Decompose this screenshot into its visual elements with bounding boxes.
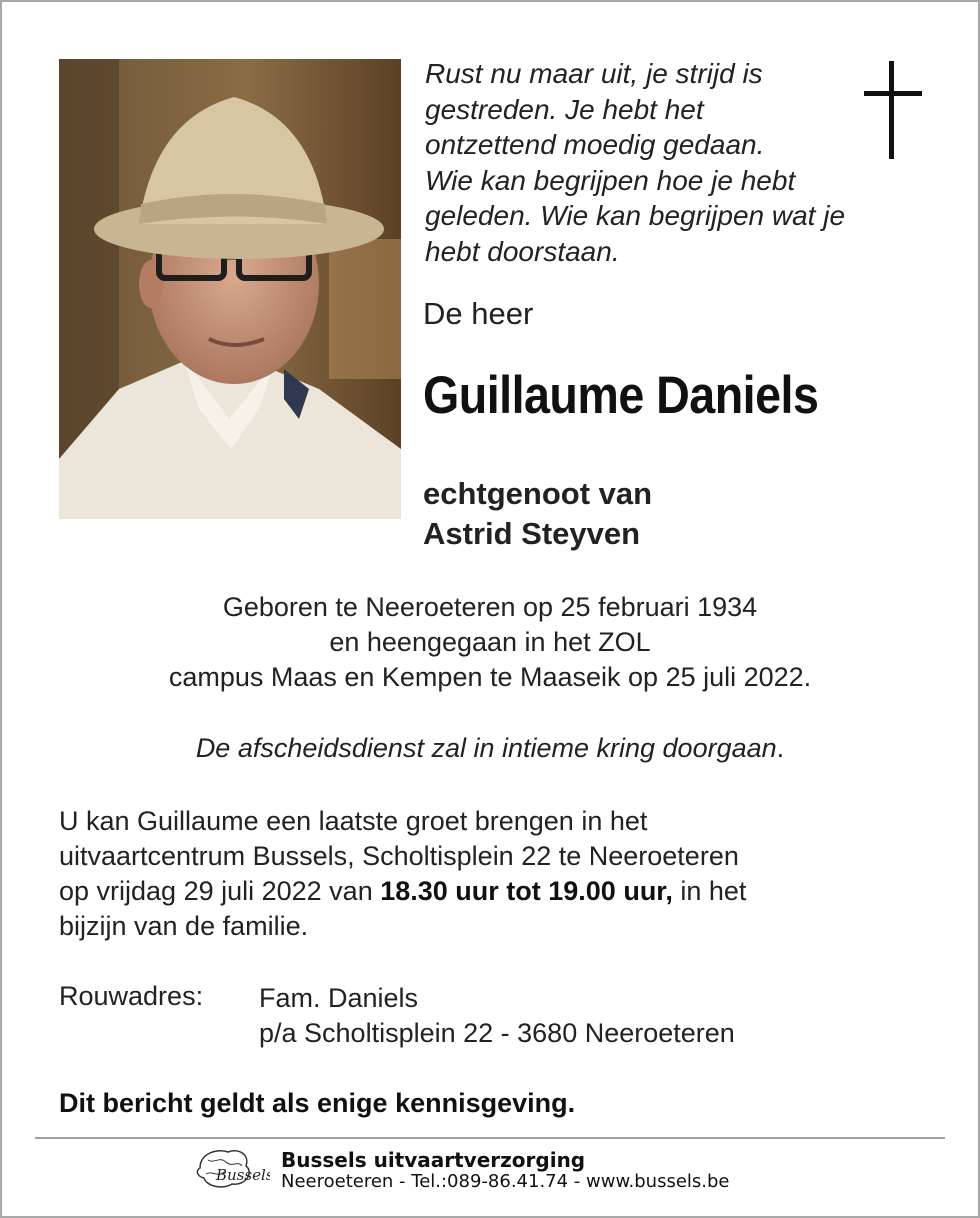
deceased-name: Guillaume Daniels	[423, 366, 819, 425]
birth-death-info	[0, 590, 980, 695]
salutation: De heer	[423, 296, 534, 331]
visit-line: U kan Guillaume een laatste groet brengen in het	[59, 806, 648, 836]
visit-line: uitvaartcentrum Bussels, Scholtisplein 22 te Neeroeteren	[59, 841, 739, 871]
visit-date: op vrijdag 29 juli 2022 van	[59, 876, 381, 906]
poem-line: gestreden. Je hebt het	[425, 93, 704, 125]
address-family: Fam. Daniels	[259, 983, 419, 1013]
notice-text: Dit bericht geldt als enige kennisgeving.	[59, 1088, 576, 1118]
spouse-label: echtgenoot van	[423, 476, 653, 511]
poem-line: ontzettend moedig gedaan.	[425, 129, 765, 160]
service-notice	[0, 733, 980, 764]
mourning-address	[259, 981, 735, 1051]
visit-line	[59, 874, 939, 909]
death-place-line: campus Maas en Kempen te Maaseik op 25 juli 2022.	[168, 662, 812, 692]
bussels-logo	[194, 1146, 270, 1192]
poem-line: geleden. Wie kan begrijpen wat je	[425, 200, 846, 231]
death-line: en heengegaan in het ZOL	[329, 627, 651, 657]
spouse-info	[423, 474, 652, 554]
service-period: .	[776, 733, 785, 763]
poem-line: Wie kan begrijpen hoe je hebt	[425, 164, 796, 196]
cross-icon	[864, 61, 922, 159]
service-text: De afscheidsdienst zal in intieme kring doorgaan	[195, 733, 777, 763]
poem-line: Rust nu maar uit, je strijd is	[425, 58, 763, 89]
footer-contact: Neeroeteren - Tel.:089-86.41.74 - www.bussels.be	[281, 1171, 730, 1192]
visit-line: bijzijn van de familie.	[59, 911, 309, 941]
logo-text: Bussels	[216, 1166, 270, 1184]
address-street: p/a Scholtisplein 22 - 3680 Neeroeteren	[259, 1018, 735, 1048]
visit-suffix: in het	[672, 876, 747, 906]
poem-line: hebt doorstaan.	[425, 235, 620, 267]
spouse-name: Astrid Steyven	[423, 516, 641, 551]
birth-line: Geboren te Neeroeteren op 25 februari 1934	[222, 592, 758, 622]
portrait-photo	[59, 59, 401, 519]
visit-hours: 18.30 uur tot 19.00 uur,	[380, 876, 673, 906]
visitation-info	[59, 804, 939, 944]
poem	[425, 56, 905, 269]
footer-title: Bussels uitvaartverzorging	[281, 1148, 586, 1172]
address-label: Rouwadres:	[59, 981, 204, 1011]
footer-divider	[35, 1137, 945, 1139]
